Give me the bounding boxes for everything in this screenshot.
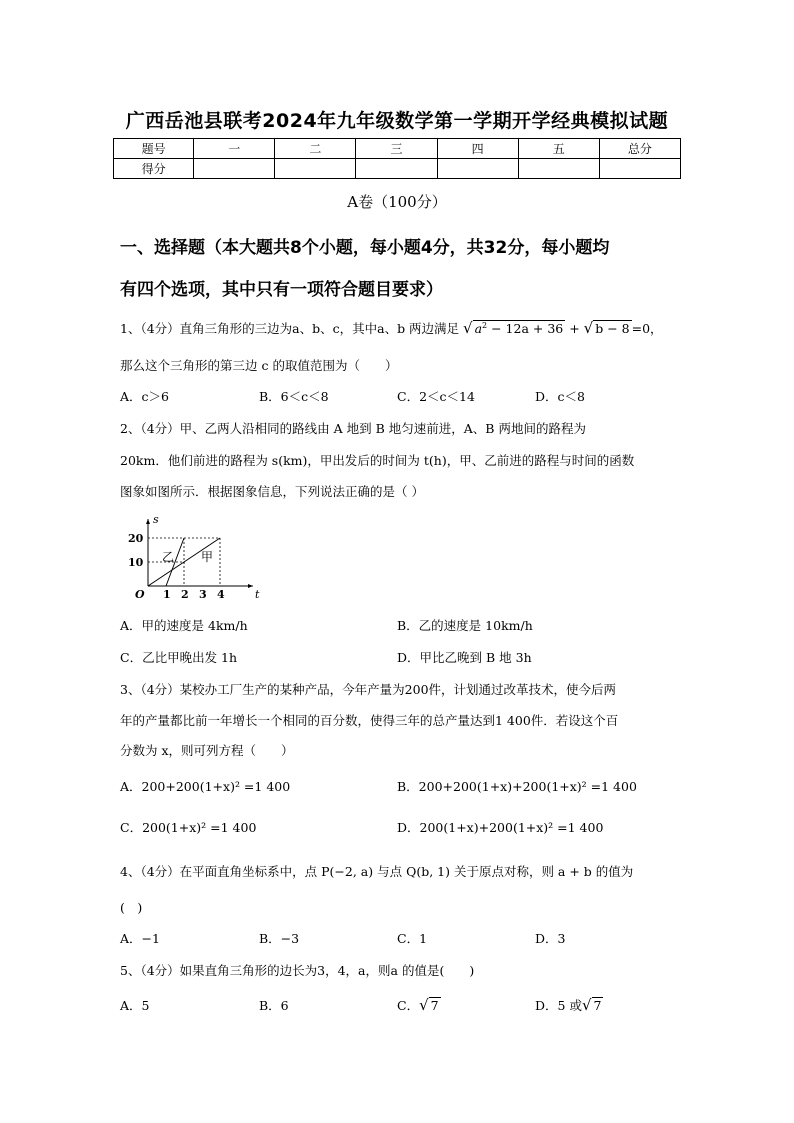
q1-option-c[interactable]: C．2＜c＜14 [397,389,475,404]
q5-option-a[interactable]: A．5 [120,998,150,1013]
q3-line3: 分数为 x，则可列方程（ ） [120,743,294,758]
y-axis-label: s [153,514,159,526]
q1-eq-tail: =0， [631,321,663,336]
x-axis-arrow [248,584,253,588]
score-table-header-row [114,139,681,159]
q5-option-d[interactable] [535,996,603,1014]
sqrt-symbol: √ [581,996,592,1014]
x-tick-2: 2 [181,588,189,601]
score-header-cell: 五 [518,139,599,159]
q4-option-b[interactable]: B．−3 [259,931,300,946]
q2-function-graph [125,514,265,604]
y-tick-20: 20 [128,532,144,545]
score-cell[interactable] [599,159,680,179]
score-cell[interactable] [518,159,599,179]
x-tick-3: 3 [199,588,207,601]
q3-option-b[interactable]: B．200+200(1+x)+200(1+x)² =1 400 [397,779,637,794]
q1-var-a: a [474,321,483,336]
q1-radical-2: b − 8 [595,321,630,336]
q1-line1: 1、（4分）直角三角形的三边为a、b、c，其中a、b 两边满足 √ $a^2 - 12a + 36$ + √ b − 8 =0， [120,319,663,337]
score-header-cell: 题号 [114,139,194,159]
score-cell[interactable] [194,159,275,179]
q3-line1: 3、（4分）某校办工厂生产的某种产品，今年产量为200件，计划通过改革技术，使今后两 [120,682,617,697]
y-tick-10: 10 [128,556,144,569]
sqrt-symbol: √ [419,996,429,1014]
score-header-cell: 一 [194,139,275,159]
q1-option-a[interactable]: A．c＞6 [120,389,169,404]
score-header-cell: 总分 [599,139,680,159]
section-a-title: A卷（100分） [347,193,447,211]
page-title: 广西岳池县联考2024年九年级数学第一学期开学经典模拟试题 [125,110,669,132]
sqrt-symbol: √ [583,319,594,337]
q3-option-d[interactable]: D．200(1+x)+200(1+x)² =1 400 [397,820,604,835]
x-axis-label: t [255,588,260,601]
q1-radical-1: $a^2 - 12a + 36$ [474,320,564,336]
score-table-score-row [114,159,681,179]
q2-option-d[interactable]: D．甲比乙晚到 B 地 3h [397,650,532,665]
part1-heading-line2: 有四个选项，其中只有一项符合题目要求） [120,280,443,300]
q3-line2: 年的产量都比前一年增长一个相同的百分数，使得三年的总产量达到1 400件．若设这个百 [120,713,619,728]
q5-option-d-radicand: 7 [593,998,602,1013]
q5-line1: 5、（4分）如果直角三角形的边长为3，4，a，则a 的值是( ) [120,963,475,978]
score-cell[interactable] [356,159,437,179]
part1-heading-line1: 一、选择题（本大题共8个小题，每小题4分，共32分，每小题均 [120,238,610,258]
score-header-cell: 四 [437,139,518,159]
score-table [113,138,681,179]
q1-radicand-tail: − 12a + 36 [487,321,564,336]
x-tick-4: 4 [217,588,225,601]
q4-line1: 4、（4分）在平面直角坐标系中，点 P(−2, a) 与点 Q(b, 1) 关于原点对称，则 a + b 的值为 [120,864,634,879]
score-row-label: 得分 [114,159,194,179]
q1-option-b[interactable]: B．6＜c＜8 [259,389,329,404]
q2-option-c[interactable]: C．乙比甲晚出发 1h [120,650,238,665]
q2-line3: 图象如图所示．根据图象信息，下列说法正确的是（ ） [120,484,424,499]
label-yi: 乙 [162,550,175,564]
q2-option-b[interactable]: B．乙的速度是 10km/h [397,618,533,633]
score-cell[interactable] [437,159,518,179]
x-tick-1: 1 [163,588,171,601]
q1-option-d[interactable]: D．c＜8 [535,389,585,404]
q5-option-c-prefix: C． [397,998,420,1013]
q5-option-b[interactable]: B．6 [259,998,289,1013]
score-cell[interactable] [275,159,356,179]
q2-line2: 20km．他们前进的路程为 s(km)，甲出发后的时间为 t(h)，甲、乙前进的路程与时间的函数 [120,453,635,468]
score-header-cell: 二 [275,139,356,159]
q4-line2: ( ) [120,900,143,915]
q2-option-a[interactable]: A．甲的速度是 4km/h [120,618,248,633]
q4-option-d[interactable]: D．3 [535,931,566,946]
label-jia: 甲 [201,550,214,564]
q5-option-d-prefix: D．5 或 [535,998,582,1013]
q1-line2: 那么这个三角形的第三边 c 的取值范围为（ ） [120,358,398,373]
q5-option-c[interactable] [397,996,441,1014]
q3-option-c[interactable]: C．200(1+x)² =1 400 [120,820,257,835]
score-header-cell: 三 [356,139,437,159]
q4-option-a[interactable]: A．−1 [120,931,160,946]
q1-prefix: 1、（4分）直角三角形的三边为a、b、c，其中a、b 两边满足 [120,321,460,336]
q5-option-c-radicand: 7 [430,998,439,1013]
y-axis-arrow [146,519,150,524]
sqrt-symbol: √ [463,319,473,337]
q2-line1: 2、（4分）甲、乙两人沿相同的路线由 A 地到 B 地匀速前进，A、B 两地间的路程为 [120,421,586,436]
q4-option-c[interactable]: C．1 [397,931,428,946]
origin-label: O [135,588,145,601]
q3-option-a[interactable]: A．200+200(1+x)² =1 400 [120,779,291,794]
